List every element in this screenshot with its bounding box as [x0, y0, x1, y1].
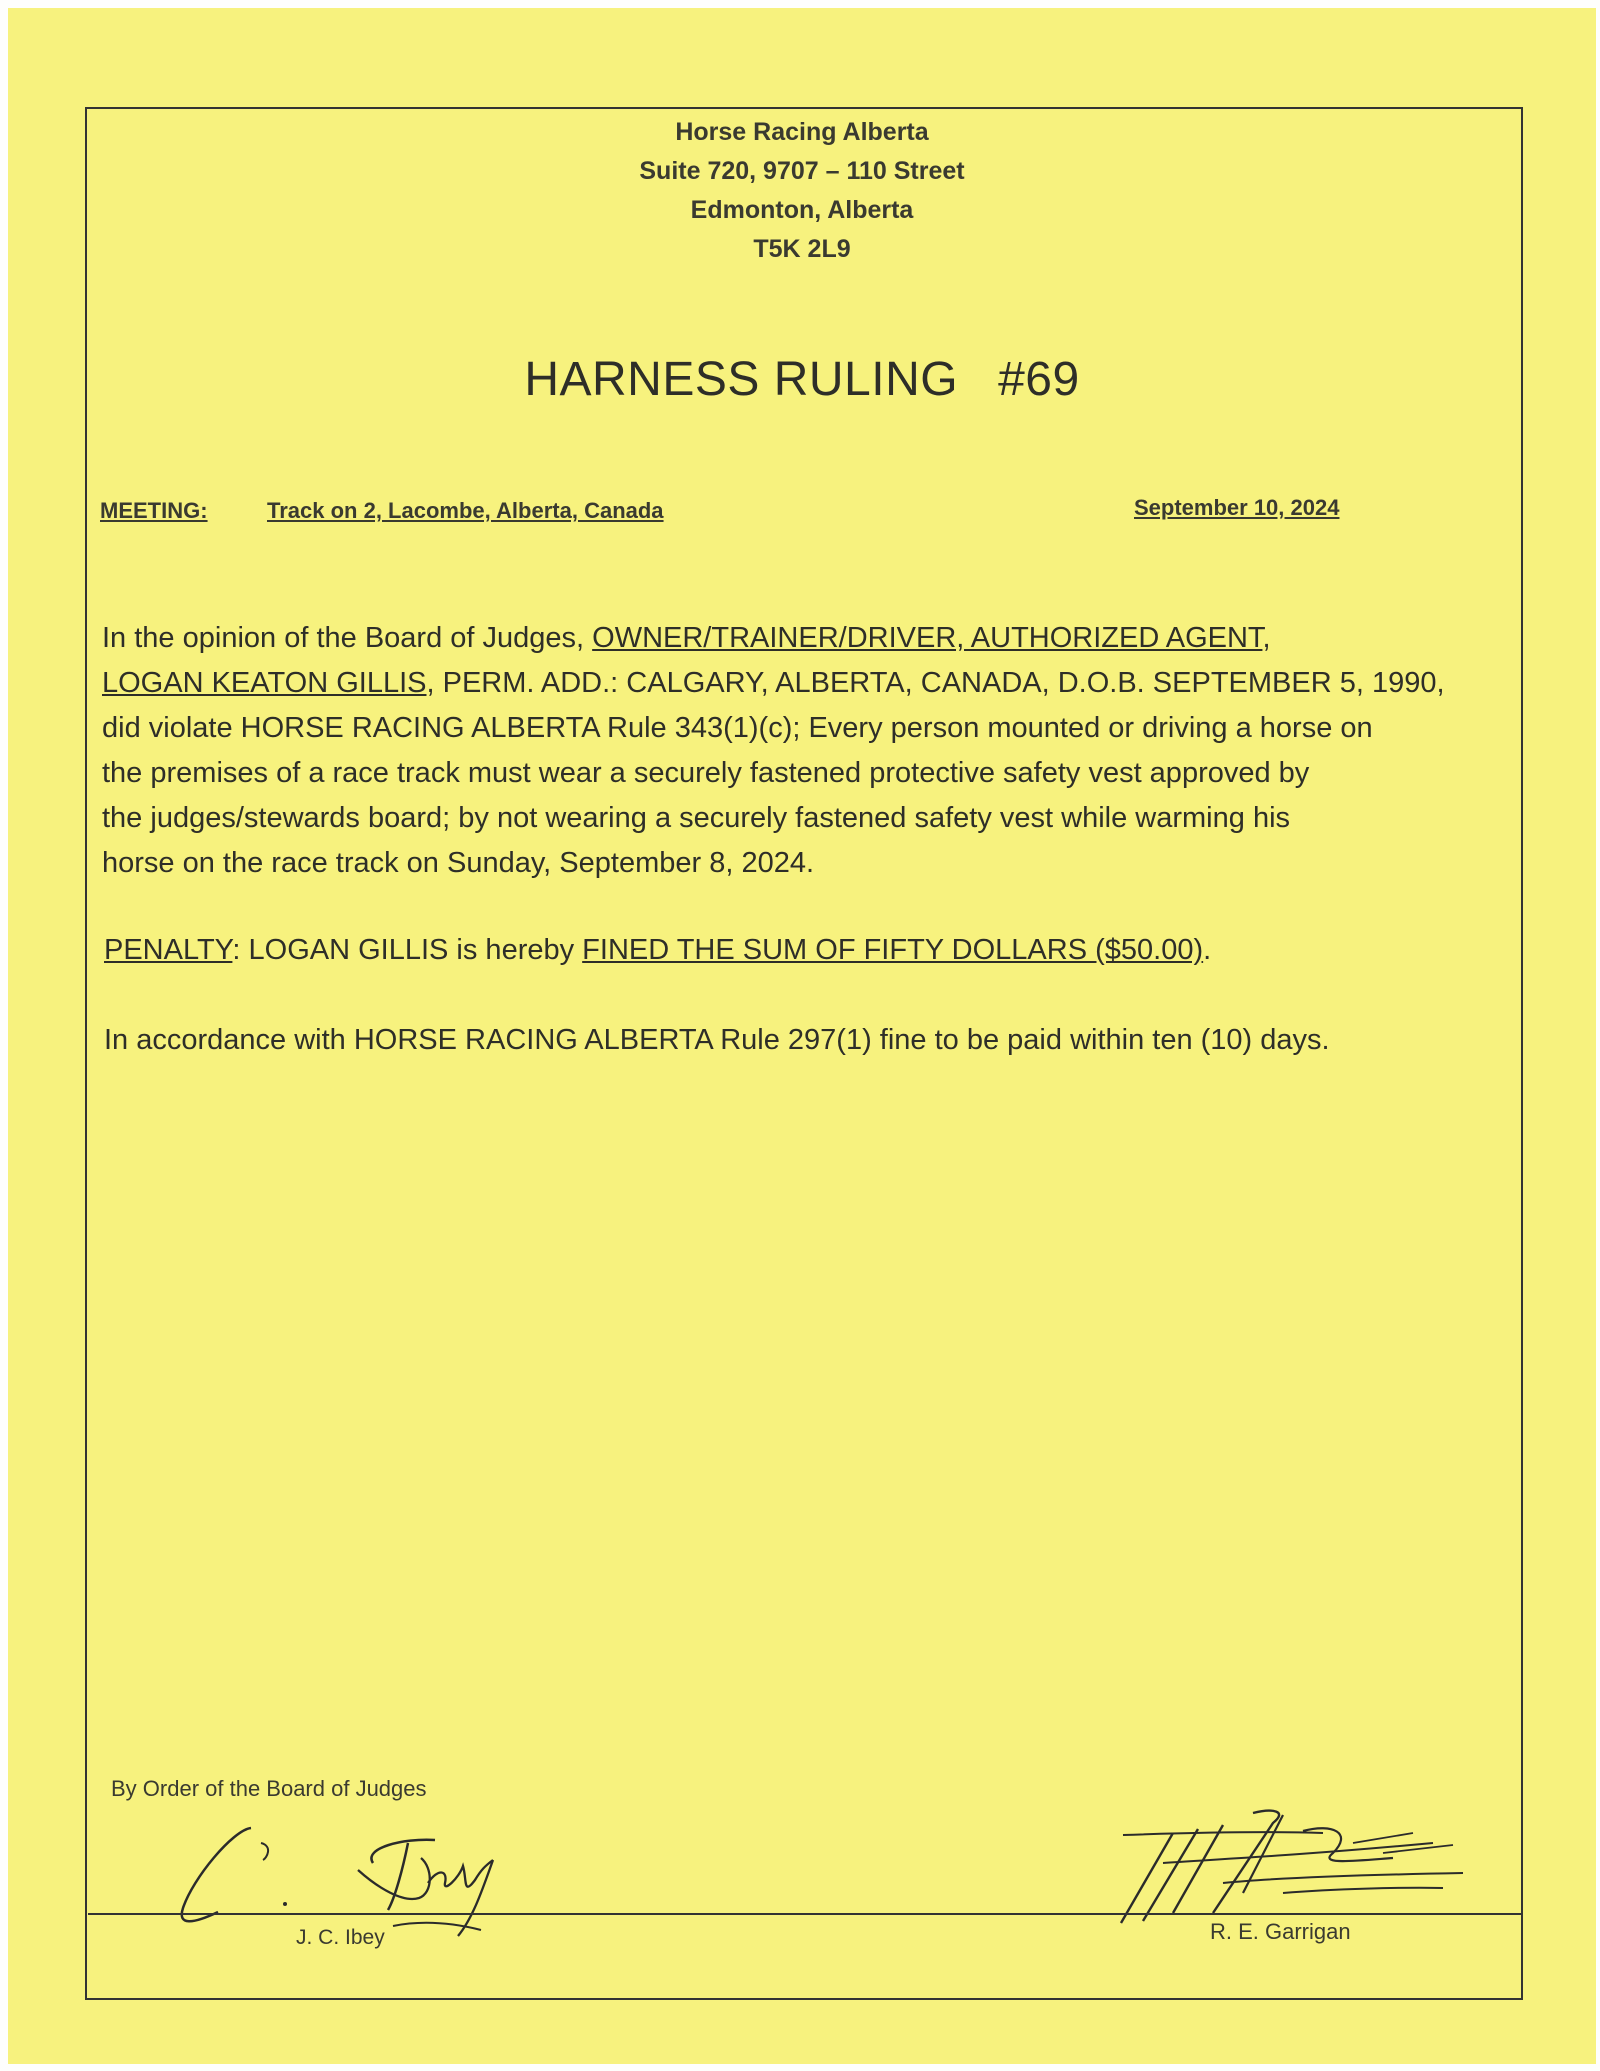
- judge-left-name: J. C. Ibey: [296, 1926, 385, 1949]
- organization-name: Horse Racing Alberta: [675, 118, 929, 146]
- postal-code: T5K 2L9: [753, 235, 851, 263]
- ruling-line-1: [102, 616, 1522, 661]
- penalty-fine: FINED THE SUM OF FIFTY DOLLARS ($50.00): [582, 934, 1204, 966]
- signature-line: [88, 1913, 1521, 1915]
- ruling-number: #69: [998, 353, 1080, 406]
- accordance-statement: In accordance with HORSE RACING ALBERTA Rule 297(1) fine to be paid within ten (10) days.: [104, 1024, 1330, 1056]
- ruling-line-4: the premises of a race track must wear a securely fastened protective safety vest approved by: [102, 757, 1310, 789]
- ruling-line-6: horse on the race track on Sunday, September 8, 2024.: [102, 847, 815, 879]
- meeting-date: September 10, 2024: [1134, 495, 1340, 520]
- ruling-comma: ,: [1262, 622, 1271, 654]
- ruling-title: [8, 352, 1596, 407]
- ruling-person: LOGAN KEATON GILLIS: [102, 667, 427, 699]
- address-line-2: Edmonton, Alberta: [690, 196, 914, 224]
- meeting-venue: Track on 2, Lacombe, Alberta, Canada: [267, 498, 664, 523]
- ruling-role: OWNER/TRAINER/DRIVER, AUTHORIZED AGENT: [592, 622, 1263, 654]
- address-line-1: Suite 720, 9707 – 110 Street: [639, 157, 965, 185]
- ruling-line-2: [102, 661, 1522, 706]
- penalty-end: .: [1203, 934, 1212, 966]
- penalty-label: PENALTY: [104, 934, 233, 966]
- judge-right-name: R. E. Garrigan: [1210, 1919, 1351, 1944]
- ruling-line-3: did violate HORSE RACING ALBERTA Rule 343(1)(c); Every person mounted or driving a horse on: [102, 712, 1373, 744]
- ruling-line-5: the judges/stewards board; by not wearing a securely fastened safety vest while warming his: [102, 802, 1291, 834]
- ruling-title-text: HARNESS RULING: [524, 353, 959, 406]
- paper-sheet: [8, 8, 1596, 2064]
- ruling-details: , PERM. ADD.: CALGARY, ALBERTA, CANADA, D.O.B. SEPTEMBER 5, 1990,: [426, 667, 1445, 699]
- meeting-label: MEETING:: [100, 498, 208, 523]
- ruling-paragraph: [102, 616, 1522, 886]
- penalty-statement: [104, 934, 1211, 967]
- order-statement: By Order of the Board of Judges: [111, 1776, 427, 1801]
- organization-header: [8, 113, 1596, 269]
- penalty-text: : LOGAN GILLIS is hereby: [232, 934, 583, 966]
- ruling-intro: In the opinion of the Board of Judges,: [102, 622, 593, 654]
